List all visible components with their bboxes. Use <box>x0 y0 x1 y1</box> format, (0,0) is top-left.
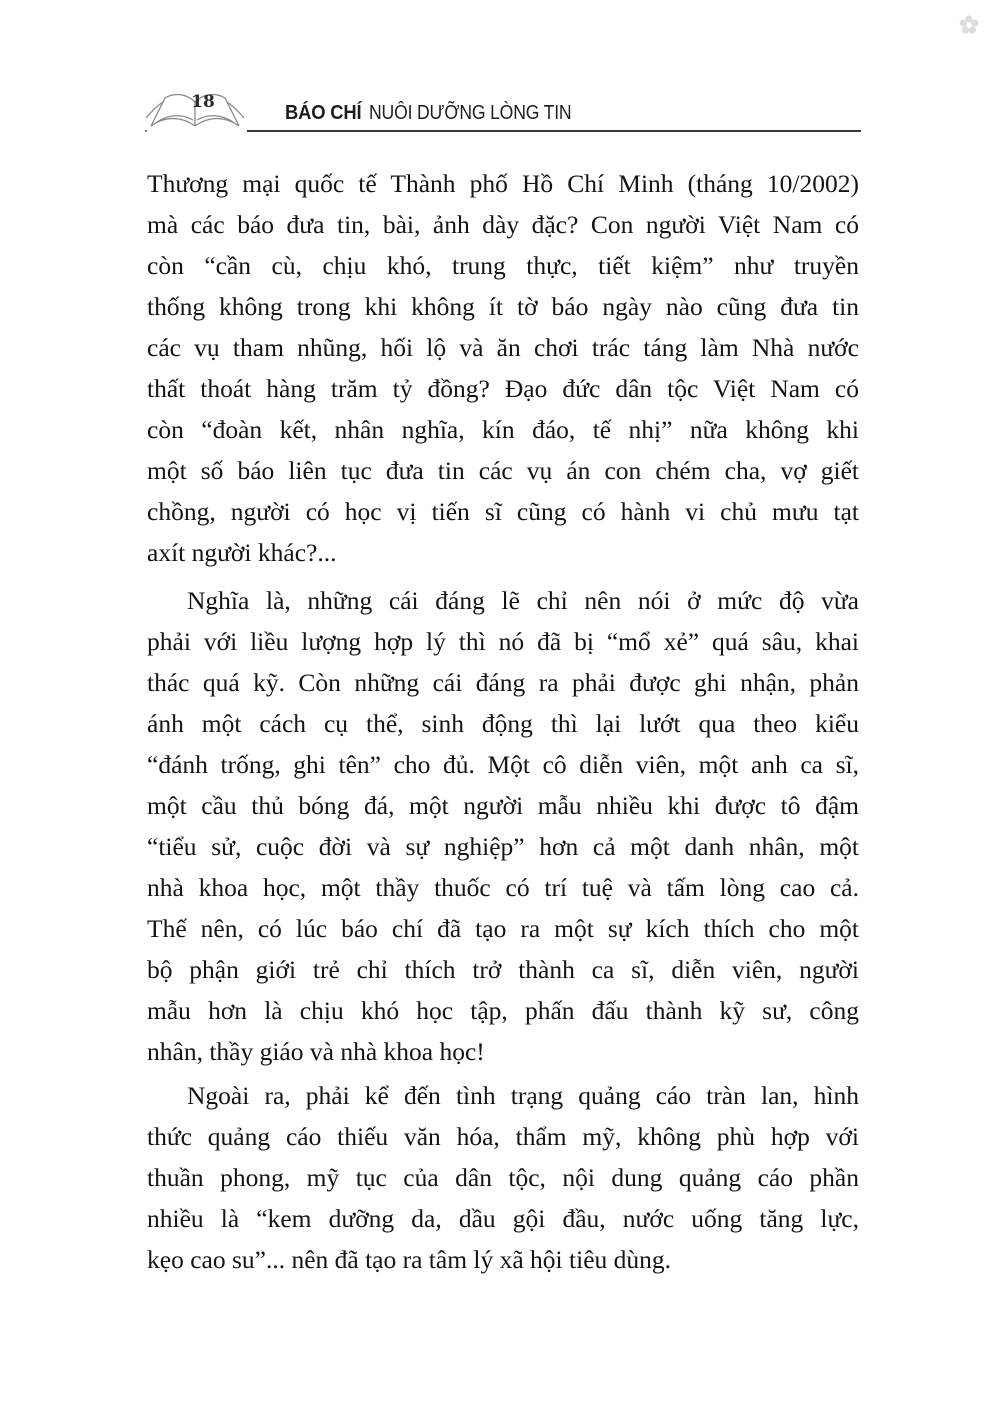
text-line: thức quảng cáo thiếu văn hóa, thẩm mỹ, không phù hợp với <box>147 1122 859 1151</box>
text-line: Nghĩa là, những cái đáng lẽ chỉ nên nói ở mức độ vừa <box>187 586 859 615</box>
text-line: “tiểu sử, cuộc đời và sự nghiệp” hơn cả một danh nhân, một <box>147 832 859 861</box>
header-rule <box>247 130 861 132</box>
text-line: kẹo cao su”... nên đã tạo ra tâm lý xã hội tiêu dùng. <box>147 1245 672 1274</box>
text-line: Thế nên, có lúc báo chí đã tạo ra một sự kích thích cho một <box>147 914 859 943</box>
text-line: ánh một cách cụ thể, sinh động thì lại lướt qua theo kiểu <box>147 709 859 738</box>
page-number: 18 <box>191 92 215 112</box>
flower-icon <box>958 14 980 36</box>
text-line: Ngoài ra, phải kể đến tình trạng quảng cáo tràn lan, hình <box>187 1081 859 1110</box>
text-line: thuần phong, mỹ tục của dân tộc, nội dung quảng cáo phần <box>147 1163 859 1192</box>
text-line: còn “cần cù, chịu khó, trung thực, tiết kiệm” như truyền <box>147 251 859 280</box>
text-line: một cầu thủ bóng đá, một người mẫu nhiều khi được tô đậm <box>147 791 859 820</box>
text-line: nhà khoa học, một thầy thuốc có trí tuệ và tấm lòng cao cả. <box>147 873 859 902</box>
book-title-bold: BÁO CHÍ <box>285 102 362 124</box>
text-line: “đánh trống, ghi tên” cho đủ. Một cô diễn viên, một anh ca sĩ, <box>147 750 859 779</box>
text-line: chồng, người có học vị tiến sĩ cũng có hành vi chủ mưu tạt <box>147 497 859 526</box>
text-line: mà các báo đưa tin, bài, ảnh dày đặc? Con người Việt Nam có <box>147 210 859 239</box>
text-line: nhân, thầy giáo và nhà khoa học! <box>147 1037 485 1066</box>
text-line: thống không trong khi không ít tờ báo ngày nào cũng đưa tin <box>147 292 859 321</box>
text-line: mẫu hơn là chịu khó học tập, phấn đấu thành kỹ sư, công <box>147 996 859 1025</box>
text-line: thất thoát hàng trăm tỷ đồng? Đạo đức dân tộc Việt Nam có <box>147 374 859 403</box>
text-line: một số báo liên tục đưa tin các vụ án con chém cha, vợ giết <box>147 456 859 485</box>
text-line: axít người khác?... <box>147 538 337 567</box>
running-header <box>143 86 861 132</box>
text-line: Thương mại quốc tế Thành phố Hồ Chí Minh (tháng 10/2002) <box>147 169 859 198</box>
text-line: nhiều là “kem dưỡng da, dầu gội đầu, nước uống tăng lực, <box>147 1204 859 1233</box>
text-line: thác quá kỹ. Còn những cái đáng ra phải được ghi nhận, phản <box>147 668 859 697</box>
text-line: bộ phận giới trẻ chỉ thích trở thành ca sĩ, diễn viên, người <box>147 955 859 984</box>
book-title <box>285 102 599 125</box>
book-title-rest: NUÔI DƯỠNG LÒNG TIN <box>369 102 572 124</box>
text-line: còn “đoàn kết, nhân nghĩa, kín đáo, tế nhị” nữa không khi <box>147 415 859 444</box>
text-line: các vụ tham nhũng, hối lộ và ăn chơi trác táng làm Nhà nước <box>147 333 859 362</box>
text-line: phải với liều lượng hợp lý thì nó đã bị “mổ xẻ” quá sâu, khai <box>147 627 859 656</box>
